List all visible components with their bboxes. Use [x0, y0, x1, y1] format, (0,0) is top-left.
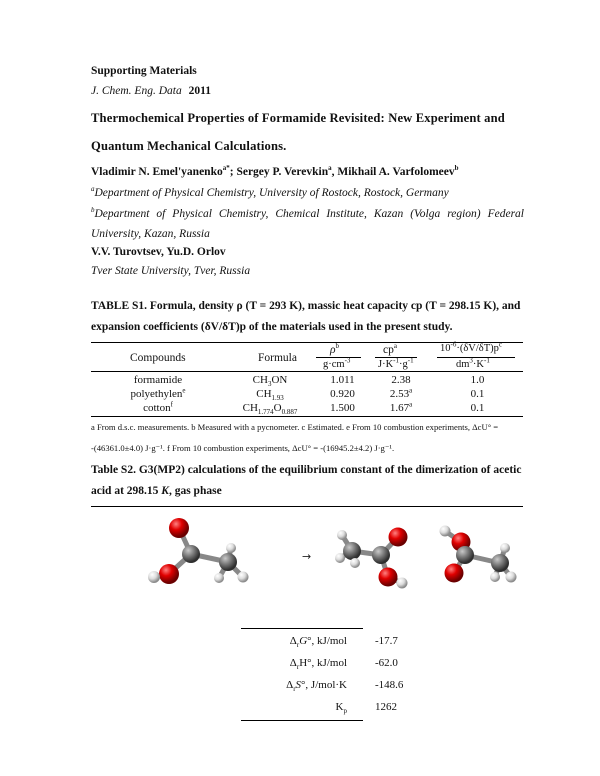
journal-line [91, 85, 211, 97]
cell-cp: 2.53$^a$ [389, 386, 413, 400]
rho-underline [316, 357, 361, 358]
author-3-sup: b [454, 164, 459, 173]
table-row [91, 401, 523, 415]
paper-title-line2: Quantum Mechanical Calculations. [91, 139, 287, 153]
th-compounds: Compounds [130, 352, 186, 364]
label-enthalpy: $\Delta_rH^\circ$, kJ/mol [289, 657, 347, 672]
table-row [241, 652, 439, 674]
value-enthalpy: -62.0 [375, 657, 398, 669]
author-3: , Mikhail A. Varfolomeev [331, 166, 455, 178]
cell-rho: 0.920 [330, 388, 355, 400]
affiliation-a-sup: a [91, 185, 95, 194]
cell-cp: 1.67$^a$ [389, 400, 413, 414]
value-gibbs: -17.7 [375, 635, 398, 647]
author-1: Vladimir N. Emel'yanenko [91, 166, 223, 178]
authors-2: V.V. Turovtsev, Yu.D. Orlov [91, 246, 226, 258]
supporting-materials-label: Supporting Materials [91, 65, 197, 77]
affiliation-b-line2: University, Kazan, Russia [91, 228, 210, 240]
table-row [91, 373, 523, 387]
value-entropy: -148.6 [375, 679, 404, 691]
affiliation-b-text: Department of Physical Chemistry, Chemical Institute, Kazan (Volga region) Federal [94, 208, 524, 220]
cell-compound: cotton$^f$ [143, 400, 173, 414]
cell-formula: $CH_{1.93}$ [256, 388, 284, 403]
table1-caption-line2: expansion coefficients (δV/δT)p of the materials used in the present study. [91, 321, 453, 333]
table-row [241, 630, 439, 652]
affiliation-b-sup: b [91, 206, 95, 215]
table2-caption-line2: acid at 298.15 K, gas phase [91, 485, 222, 497]
author-2-sup: a [328, 164, 332, 173]
table-row [241, 696, 439, 718]
table-row [241, 674, 439, 696]
author-1-sup: a* [222, 164, 230, 173]
affiliation-b-line1 [91, 208, 524, 220]
label-gibbs: $\Delta_rG^\circ$, kJ/mol [289, 635, 347, 650]
table1-body [91, 373, 523, 415]
label-kp: $K_p$ [335, 701, 347, 716]
reaction-arrow: → [302, 550, 312, 563]
label-entropy: $\Delta_rS^\circ$, J/mol·K [286, 679, 347, 694]
acetic-acid-dimer-molecule-1 [335, 528, 408, 589]
cell-compound: polyethylen$^e$ [130, 386, 186, 400]
table1-footnote-line2: -(46361.0±4.0) J·g⁻¹. f From 10 combustion experiments, ΔcU° = -(16945.2±4.2) J·g⁻¹. [91, 443, 395, 453]
journal-year: 2011 [188, 85, 211, 97]
affiliation-c: Tver State University, Tver, Russia [91, 265, 251, 277]
table-row [91, 387, 523, 401]
acetic-acid-monomer [148, 518, 249, 584]
th-exp-unit: $dm^3\cdot K^{-1}$ [456, 356, 490, 370]
cell-cp: 2.38 [391, 374, 411, 386]
table2-values-top-rule [241, 628, 363, 629]
th-formula: Formula [258, 352, 297, 364]
cell-compound: formamide [133, 374, 183, 386]
cell-exp: 1.0 [470, 374, 485, 386]
th-rho: $\rho^b$ [330, 342, 340, 356]
cell-rho: 1.011 [330, 374, 355, 386]
affiliation-a [91, 187, 449, 199]
cell-formula: $CH_{1.774}O_{0.887}$ [242, 402, 298, 417]
table1-bottom-rule [91, 416, 523, 417]
value-kp: 1262 [375, 701, 397, 713]
th-expansion: $10^{-6}\cdot(\delta V/\delta T)p^c$ [440, 340, 503, 354]
table1-header-rule [91, 371, 523, 372]
th-cp: $cp^a$ [383, 342, 397, 356]
th-cp-unit: $J\cdot K^{-1}\cdot g^{-1}$ [378, 356, 414, 370]
cell-exp: 0.1 [470, 402, 485, 414]
paper-title-line1: Thermochemical Properties of Formamide Revisited: New Experiment and [91, 111, 505, 125]
table2-values [241, 630, 439, 718]
exp-underline [437, 357, 515, 358]
journal-name: J. Chem. Eng. Data [91, 85, 182, 97]
table1-footnote-line1: a From d.s.c. measurements. b Measured with a pycnometer. c Estimated. e From 10 combustion experiments, ΔcU° = [91, 422, 499, 432]
cell-formula: $CH_3ON$ [252, 374, 288, 389]
affiliation-a-text: Department of Physical Chemistry, University of Rostock, Rostock, Germany [94, 187, 449, 199]
author-2: ; Sergey P. Verevkin [229, 166, 329, 178]
acetic-acid-dimer-molecule-2 [440, 526, 517, 583]
authors-line [91, 166, 459, 178]
cell-rho: 1.500 [330, 402, 355, 414]
table1-caption-line1: TABLE S1. Formula, density ρ (T = 293 K), massic heat capacity cp (T = 298.15 K), and [91, 300, 521, 312]
table2-values-bottom-rule [241, 720, 363, 721]
table2-caption-line1: Table S2. G3(MP2) calculations of the equilibrium constant of the dimerization of acetic [91, 464, 522, 476]
dimerization-figure [91, 507, 523, 615]
th-rho-unit: $g\cdot cm^{-3}$ [323, 356, 351, 370]
cell-exp: 0.1 [470, 388, 485, 400]
